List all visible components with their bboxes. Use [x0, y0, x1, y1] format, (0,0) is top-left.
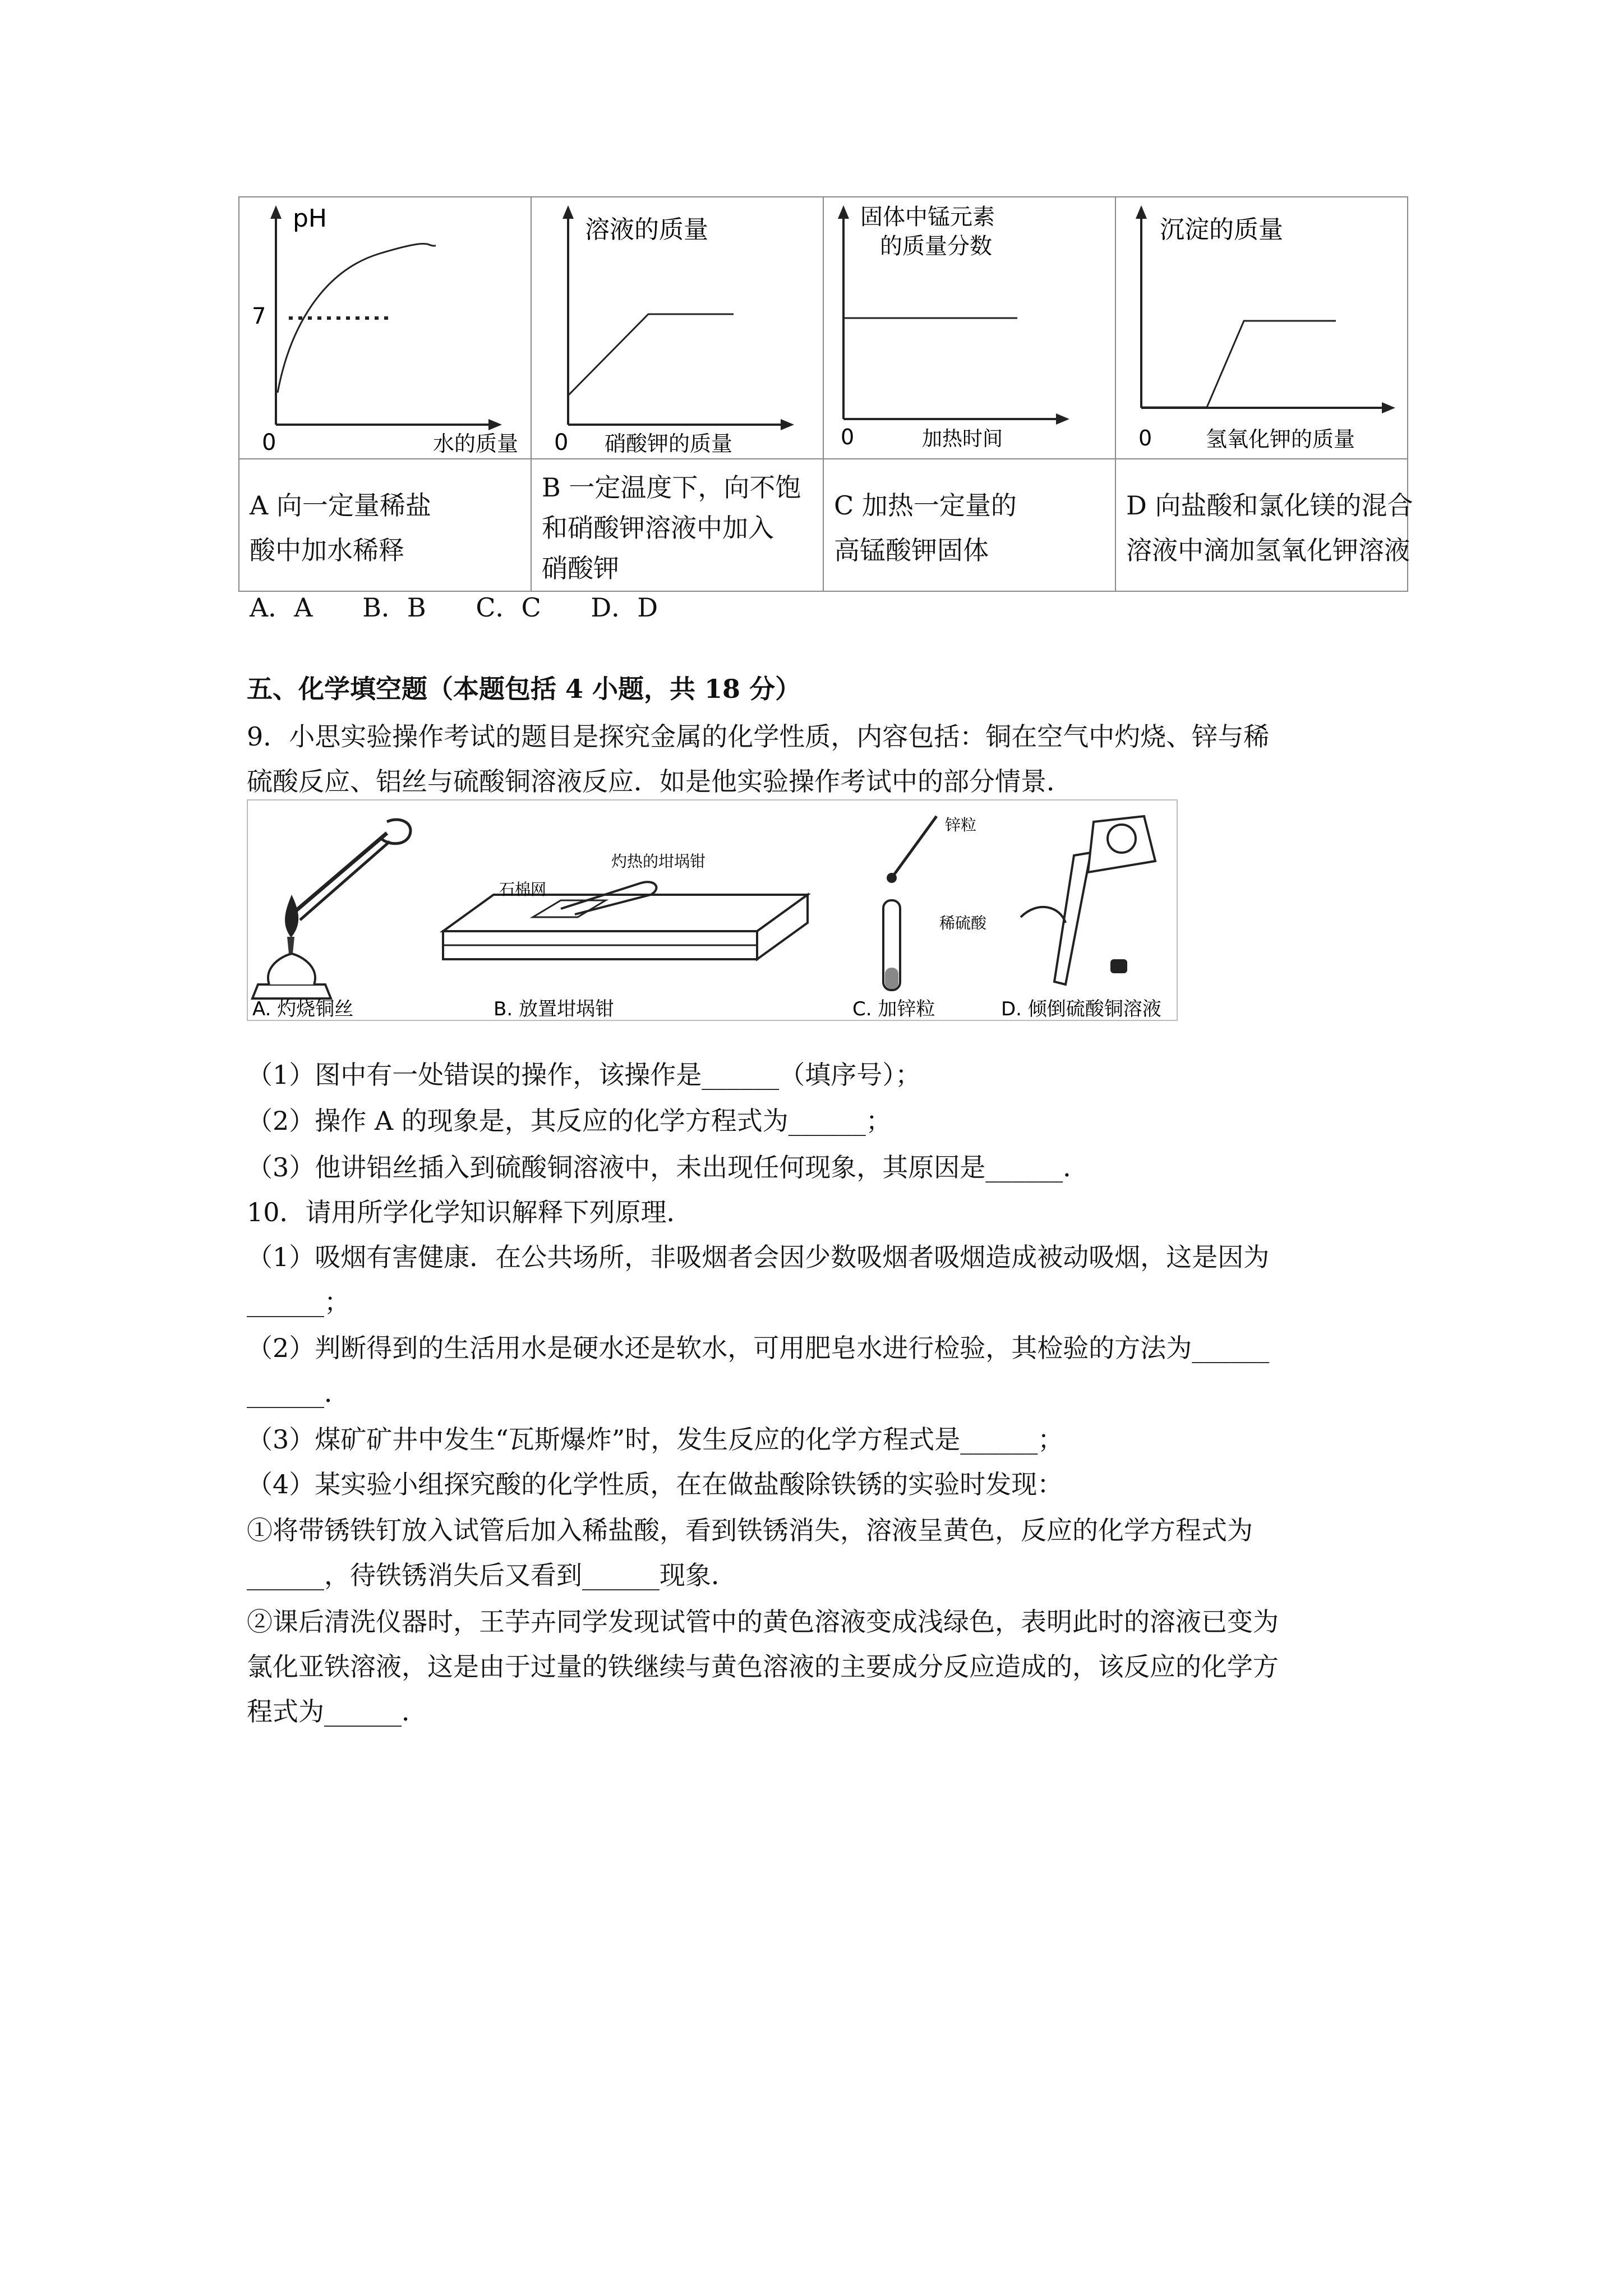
- caption-a-line-2: 酸中加水稀释: [250, 535, 404, 565]
- graph-d-precipitate-mass: [1116, 197, 1436, 456]
- origin-label: 0: [841, 425, 855, 449]
- q10-stem: 10．请用所学化学知识解释下列原理．: [247, 1197, 693, 1227]
- y-axis-label: pH: [293, 204, 328, 233]
- origin-label: 0: [1138, 426, 1152, 450]
- graph-cell-b: [531, 197, 823, 459]
- q9-sub-2: （2）操作 A 的现象是，其反应的化学方程式为______；: [247, 1106, 892, 1136]
- caption-b-line-3: 硝酸钾: [542, 553, 619, 583]
- choice-a[interactable]: A．A: [250, 592, 313, 623]
- x-axis-label: 氢氧化钾的质量: [1206, 427, 1355, 452]
- x-axis-label: 加热时间: [922, 427, 1003, 450]
- bottle-stopper-icon: [1110, 959, 1127, 973]
- caption-cell-d: [1115, 459, 1413, 591]
- y-mark-7: 7: [252, 303, 266, 329]
- x-axis-label: 水的质量: [433, 431, 519, 456]
- label-zinc: 锌粒: [945, 816, 977, 834]
- x-arrow-icon: [488, 419, 502, 430]
- y-axis-label-line-2: 的质量分数: [880, 233, 992, 259]
- caption-b: B. 放置坩埚钳: [494, 998, 614, 1020]
- caption-c-line-1: C 加热一定量的: [834, 490, 1017, 521]
- graph-c-mn-fraction: [824, 197, 1090, 456]
- mass-line: [569, 314, 734, 395]
- caption-d: D. 倾倒硫酸铜溶液: [1001, 998, 1161, 1020]
- q10-point-2-line-3: 程式为______．: [247, 1696, 427, 1727]
- options-table: [238, 196, 1413, 592]
- origin-label: 0: [262, 430, 276, 455]
- caption-b-line-1: B 一定温度下，向不饱: [542, 472, 801, 503]
- graph-cell-c: [823, 197, 1115, 459]
- q10-sub-3: （3）煤矿矿井中发生“瓦斯爆炸”时，发生反应的化学方程式是______；: [247, 1424, 1064, 1455]
- y-arrow-icon: [838, 205, 849, 219]
- caption-d-line-1: D 向盐酸和氯化镁的混合: [1126, 490, 1413, 521]
- precipitate-line: [1142, 321, 1336, 407]
- y-axis-label: 沉淀的质量: [1160, 215, 1283, 244]
- q10-sub-1-line-1: （1）吸烟有害健康．在公共场所，非吸烟者会因少数吸烟者吸烟造成被动吸烟，这是因为: [247, 1242, 1270, 1272]
- caption-a-line-1: A 向一定量稀盐: [250, 490, 431, 521]
- graph-cell-a: [239, 197, 531, 459]
- origin-label: 0: [554, 430, 569, 455]
- caption-cell-a: [239, 459, 531, 591]
- x-arrow-icon: [1056, 413, 1069, 425]
- caption-d-line-2: 溶液中滴加氢氧化钾溶液: [1126, 535, 1410, 565]
- graph-a-ph: [239, 197, 531, 456]
- section-title: 五、化学填空题（本题包括 4 小题，共 18 分）: [247, 674, 801, 704]
- choice-b[interactable]: B．B: [362, 592, 426, 623]
- answer-choices: [250, 590, 699, 625]
- y-arrow-icon: [562, 205, 574, 219]
- x-axis-label: 硝酸钾的质量: [605, 431, 733, 456]
- lab-operations-figure: [247, 799, 1178, 1021]
- q10-point-2-line-2: 氯化亚铁溶液，这是由于过量的铁继续与黄色溶液的主要成分反应造成的，该反应的化学方: [247, 1651, 1279, 1682]
- q10-sub-2-line-2: ______．: [247, 1378, 350, 1408]
- x-arrow-icon: [781, 419, 794, 430]
- q9-stem-line-2: 硫酸反应、铝丝与硫酸铜溶液反应．如是他实验操作考试中的部分情景．: [247, 766, 1072, 797]
- q9-sub-3: （3）他讲铝丝插入到硫酸铜溶液中，未出现任何现象，其原因是______．: [247, 1152, 1089, 1182]
- graph-b-solution-mass: [532, 197, 823, 456]
- caption-c: C. 加锌粒: [852, 998, 935, 1020]
- q9-stem-line-1: 9．小思实验操作考试的题目是探究金属的化学性质，内容包括：铜在空气中灼烧、锌与稀: [247, 721, 1270, 752]
- q10-sub-2-line-1: （2）判断得到的生活用水是硬水还是软水，可用肥皂水进行检验，其检验的方法为______: [247, 1333, 1270, 1363]
- alcohol-lamp-icon: [252, 984, 331, 999]
- label-asbestos: 石棉网: [499, 880, 547, 899]
- q10-sub-1-line-2: ______；: [247, 1287, 350, 1317]
- caption-b-line-2: 和硝酸钾溶液中加入: [542, 513, 774, 543]
- y-axis-label-line-1: 固体中锰元素: [860, 204, 995, 230]
- caption-c-line-2: 高锰酸钾固体: [834, 535, 989, 565]
- y-arrow-icon: [270, 205, 282, 219]
- y-arrow-icon: [1136, 205, 1147, 219]
- label-tongs: 灼热的坩埚钳: [611, 852, 706, 871]
- label-acid: 稀硫酸: [939, 914, 987, 932]
- q10-point-1-line-2: ______，待铁锈消失后又看到______现象．: [247, 1560, 737, 1590]
- q10-point-2-line-1: ②课后清洗仪器时，王芋卉同学发现试管中的黄色溶液变成浅绿色，表明此时的溶液已变为: [247, 1607, 1279, 1637]
- zinc-granule-icon: [887, 873, 897, 883]
- graph-cell-d: [1115, 197, 1408, 459]
- caption-cell-c: [823, 459, 1115, 591]
- choice-d[interactable]: D．D: [591, 592, 658, 623]
- x-arrow-icon: [1382, 402, 1395, 413]
- choice-c[interactable]: C．C: [476, 592, 541, 623]
- q10-point-1-line-1: ①将带锈铁钉放入试管后加入稀盐酸，看到铁锈消失，溶液呈黄色，反应的化学方程式为: [247, 1515, 1253, 1545]
- q10-sub-4: （4）某实验小组探究酸的化学性质，在在做盐酸除铁锈的实验时发现：: [247, 1469, 1063, 1499]
- caption-cell-b: [531, 459, 823, 591]
- caption-a: A. 灼烧铜丝: [252, 998, 354, 1020]
- y-axis-label: 溶液的质量: [585, 215, 708, 244]
- q9-sub-1: （1）图中有一处错误的操作，该操作是______（填序号）；: [247, 1060, 921, 1090]
